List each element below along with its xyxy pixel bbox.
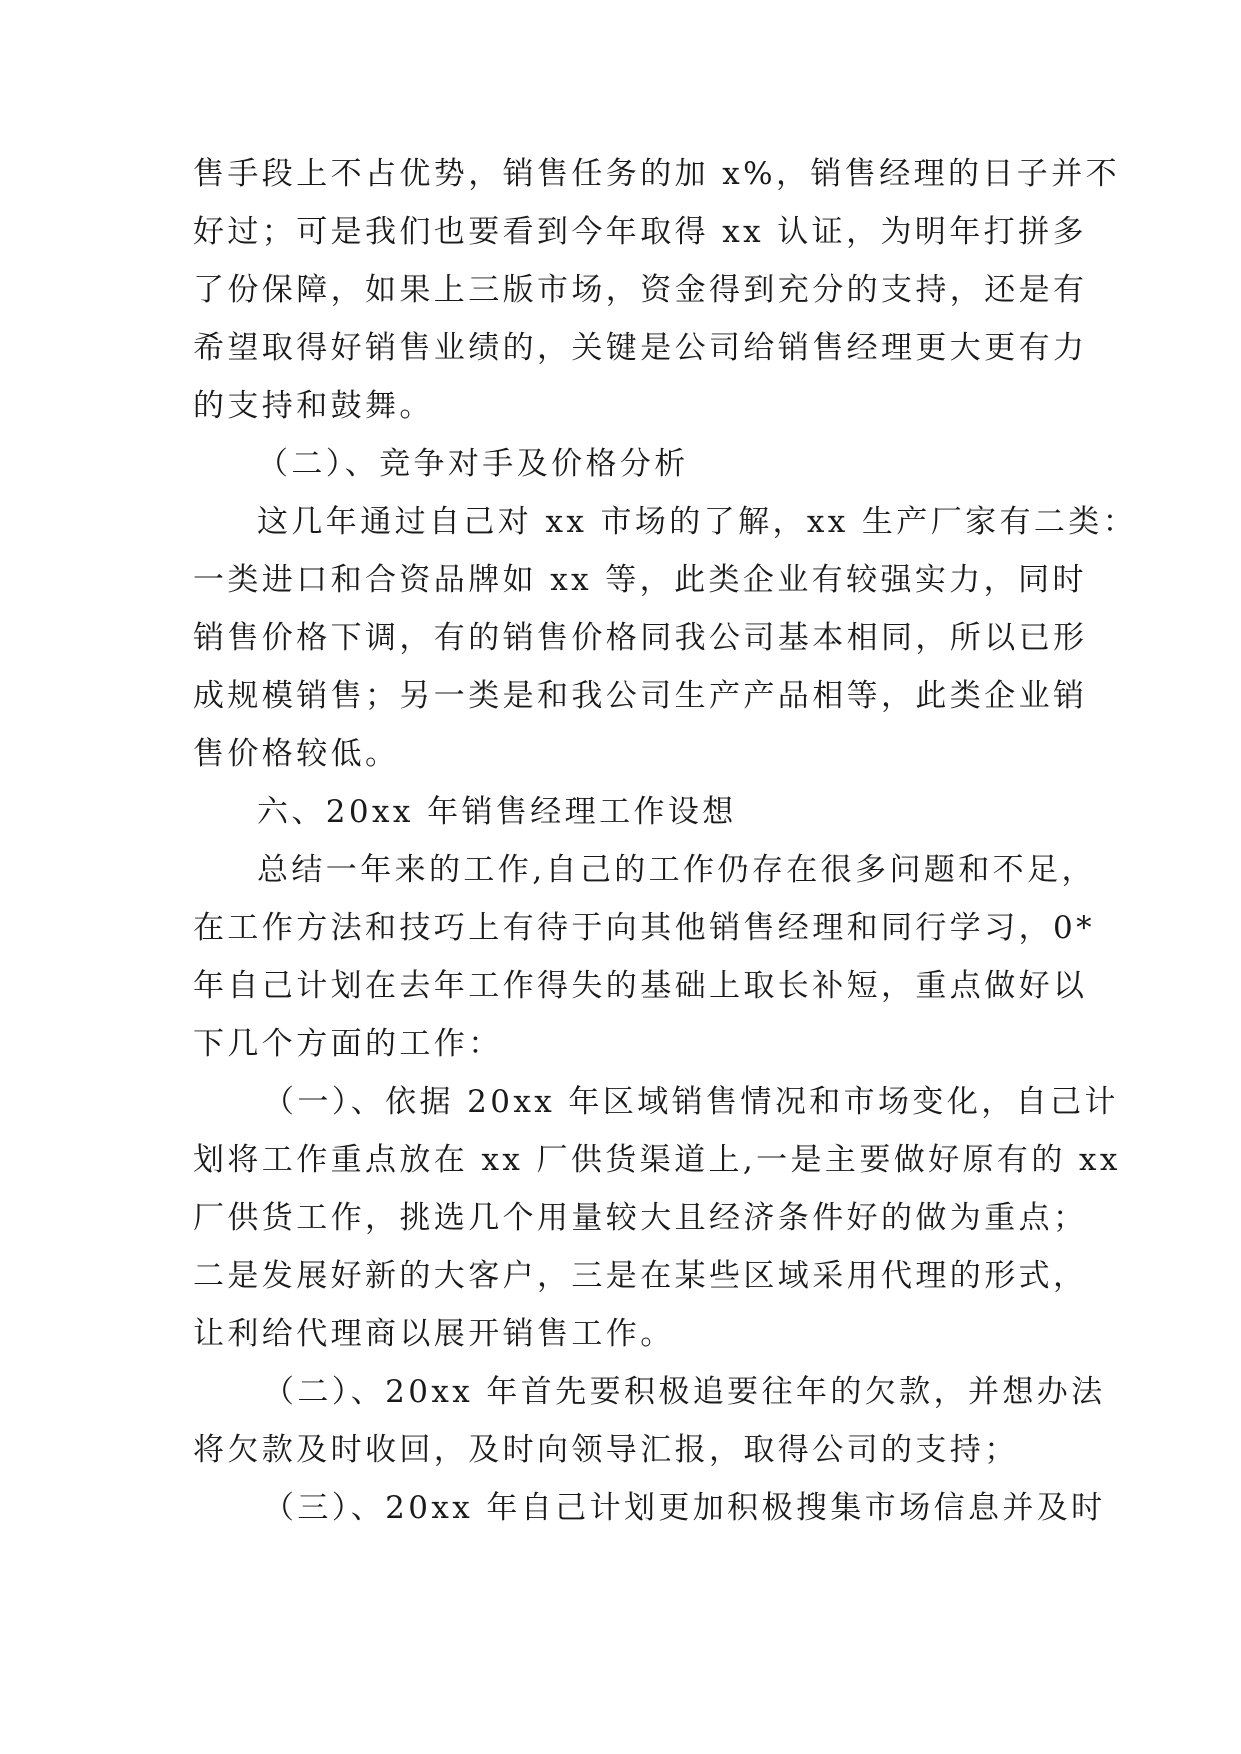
paragraph-line: 这几年通过自己对 xx 市场的了解，xx 生产厂家有二类：	[257, 504, 1138, 540]
paragraph-line: 年自己计划在去年工作得失的基础上取长补短，重点做好以	[193, 968, 1088, 1004]
paragraph-line: 售价格较低。	[193, 736, 400, 772]
paragraph-line: 将欠款及时收回，及时向领导汇报，取得公司的支持；	[193, 1432, 1019, 1468]
paragraph-line: 了份保障，如果上三版市场，资金得到充分的支持，还是有	[193, 272, 1088, 308]
paragraph-line: （三）、20xx 年自己计划更加积极搜集市场信息并及时	[263, 1490, 1106, 1526]
section-heading: （二）、竞争对手及价格分析	[257, 446, 689, 482]
paragraph-line: 总结一年来的工作,自己的工作仍存在很多问题和不足，	[257, 852, 1096, 888]
paragraph-line: 好过；可是我们也要看到今年取得 xx 认证，为明年打拼多	[193, 214, 1087, 250]
paragraph-line: （一）、依据 20xx 年区域销售情况和市场变化，自己计	[263, 1084, 1119, 1120]
paragraph-line: 的支持和鼓舞。	[193, 388, 434, 424]
paragraph-line: （二）、20xx 年首先要积极追要往年的欠款，并想办法	[263, 1374, 1106, 1410]
paragraph-line: 划将工作重点放在 xx 厂供货渠道上,一是主要做好原有的 xx	[193, 1142, 1121, 1178]
paragraph-line: 在工作方法和技巧上有待于向其他销售经理和同行学习，0*	[193, 910, 1096, 946]
paragraph-line: 销售价格下调，有的销售价格同我公司基本相同，所以已形	[193, 620, 1088, 656]
paragraph-line: 一类进口和合资品牌如 xx 等，此类企业有较强实力，同时	[193, 562, 1087, 598]
paragraph-line: 希望取得好销售业绩的，关键是公司给销售经理更大更有力	[193, 330, 1088, 366]
section-heading: 六、20xx 年销售经理工作设想	[257, 794, 737, 830]
paragraph-line: 成规模销售；另一类是和我公司生产产品相等，此类企业销	[193, 678, 1088, 714]
paragraph-line: 二是发展好新的大客户，三是在某些区域采用代理的形式，	[193, 1258, 1088, 1294]
paragraph-line: 下几个方面的工作：	[193, 1026, 503, 1062]
paragraph-line: 让利给代理商以展开销售工作。	[193, 1316, 675, 1352]
paragraph-line: 售手段上不占优势，销售任务的加 x%，销售经理的日子并不	[193, 156, 1120, 192]
paragraph-line: 厂供货工作，挑选几个用量较大且经济条件好的做为重点；	[193, 1200, 1088, 1236]
